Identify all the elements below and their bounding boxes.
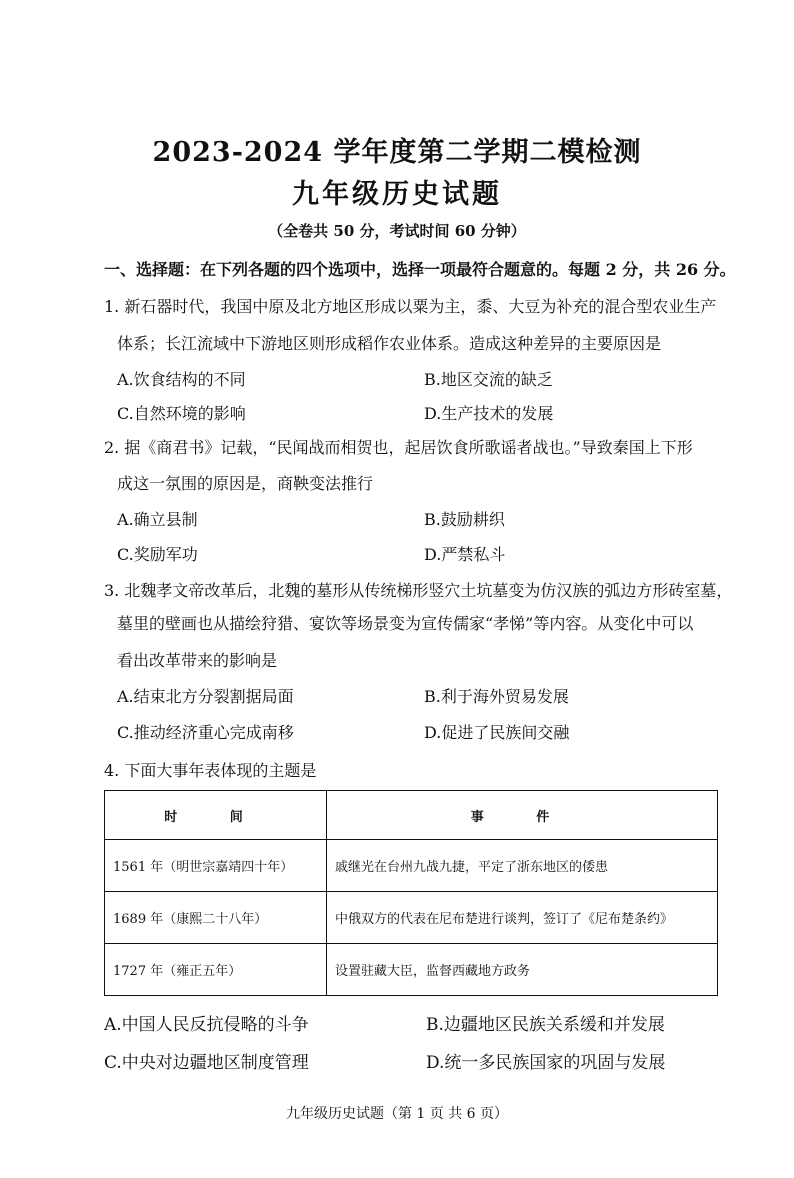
table-header-time: 时 间 <box>105 791 327 840</box>
exam-title: 2023-2024 学年度第二学期二模检测 <box>152 137 642 168</box>
exam-info: （全卷共 50 分，考试时间 60 分钟） <box>268 222 526 240</box>
question-3-option-c: C.推动经济重心完成南移 <box>117 723 294 742</box>
question-3-line-1: 3. 北魏孝文帝改革后，北魏的墓形从传统梯形竖穴土坑墓变为仿汉族的弧边方形砖室墓， <box>104 581 733 600</box>
question-4-option-a: A.中国人民反抗侵略的斗争 <box>104 1015 309 1035</box>
table-cell-event: 设置驻藏大臣，监督西藏地方政务 <box>327 944 718 996</box>
table-row <box>105 944 718 996</box>
question-4-line-1: 4. 下面大事年表体现的主题是 <box>104 761 317 780</box>
question-1-option-a: A.饮食结构的不同 <box>117 370 246 389</box>
table-cell-time: 1727 年（雍正五年） <box>105 944 327 996</box>
chronology-table <box>104 790 718 996</box>
question-1-option-d: D.生产技术的发展 <box>424 404 554 423</box>
exam-subject-title: 九年级历史试题 <box>292 179 502 210</box>
question-1-option-c: C.自然环境的影响 <box>117 404 246 423</box>
question-2-option-a: A.确立县制 <box>117 510 198 529</box>
question-1-line-1: 1. 新石器时代，我国中原及北方地区形成以粟为主，黍、大豆为补充的混合型农业生产 <box>104 297 717 316</box>
question-3-option-d: D.促进了民族间交融 <box>424 723 570 742</box>
table-cell-event: 中俄双方的代表在尼布楚进行谈判，签订了《尼布楚条约》 <box>327 892 718 944</box>
table-cell-event: 戚继光在台州九战九捷，平定了浙东地区的倭患 <box>327 840 718 892</box>
question-3-option-a: A.结束北方分裂割据局面 <box>117 687 294 706</box>
question-4-option-d: D.统一多民族国家的巩固与发展 <box>426 1053 666 1073</box>
question-2-option-b: B.鼓励耕织 <box>424 510 505 529</box>
question-3-line-3: 看出改革带来的影响是 <box>117 651 278 670</box>
page-footer: 九年级历史试题（第 1 页 共 6 页） <box>285 1106 509 1122</box>
question-2-option-d: D.严禁私斗 <box>424 545 506 564</box>
section-heading: 一、选择题：在下列各题的四个选项中，选择一项最符合题意的。每题 2 分，共 26 分。 <box>104 260 736 279</box>
table-cell-time: 1689 年（康熙二十八年） <box>105 892 327 944</box>
question-1-option-b: B.地区交流的缺乏 <box>424 370 553 389</box>
question-3-option-b: B.利于海外贸易发展 <box>424 687 569 706</box>
table-row <box>105 892 718 944</box>
question-3-line-2: 墓里的壁画也从描绘狩猎、宴饮等场景变为宣传儒家“孝悌”等内容。从变化中可以 <box>117 614 694 633</box>
question-2-option-c: C.奖励军功 <box>117 545 198 564</box>
question-2-line-1: 2. 据《商君书》记载，“民闻战而相贺也，起居饮食所歌谣者战也。”导致秦国上下形 <box>104 438 693 457</box>
table-header-row <box>105 791 718 840</box>
table-row <box>105 840 718 892</box>
table-cell-time: 1561 年（明世宗嘉靖四十年） <box>105 840 327 892</box>
question-4-option-c: C.中央对边疆地区制度管理 <box>104 1053 309 1073</box>
question-2-line-2: 成这一氛围的原因是，商鞅变法推行 <box>117 474 374 493</box>
question-4-option-b: B.边疆地区民族关系缓和并发展 <box>426 1015 665 1035</box>
question-1-line-2: 体系；长江流域中下游地区则形成稻作农业体系。造成这种差异的主要原因是 <box>117 334 662 353</box>
table-header-event: 事 件 <box>327 791 718 840</box>
